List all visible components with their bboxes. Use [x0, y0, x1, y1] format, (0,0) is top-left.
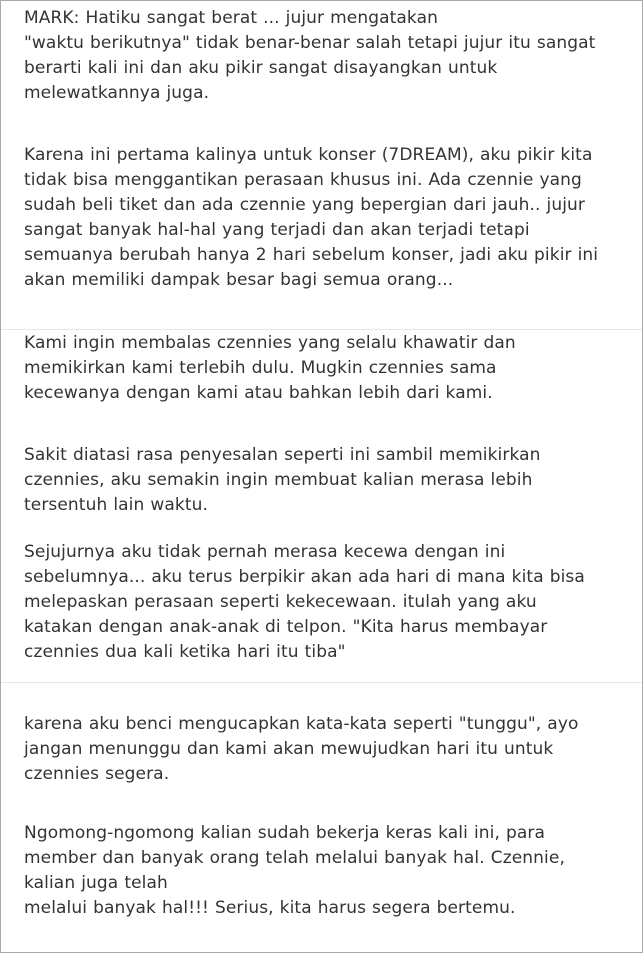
- paragraph: Karena ini pertama kalinya untuk konser (7DREAM), aku pikir kita tidak bisa menggantikan perasaan khusus ini. Ada czennie yang sudah beli tiket dan ada czennie yang bepergian dari jauh.. jujur sangat banyak hal-hal yang terjadi dan akan terjadi tetapi semuanya berubah hanya 2 hari sebelum konser, jadi aku pikir ini akan memiliki dampak besar bagi semua orang...: [24, 145, 599, 290]
- paragraph: karena aku benci mengucapkan kata-kata seperti "tunggu", ayo jangan menunggu dan kami akan mewujudkan hari itu untuk czennies segera.: [24, 714, 579, 784]
- paragraph: Ngomong-ngomong kalian sudah bekerja keras kali ini, para member dan banyak orang telah melalui banyak hal. Czennie, kalian juga telah melalui banyak hal!!! Serius, kita harus segera bertemu.: [24, 823, 565, 918]
- text-panel-1: [1, 1, 642, 329]
- text-panel-2: [1, 329, 642, 682]
- paragraph: Sejujurnya aku tidak pernah merasa kecewa dengan ini sebelumnya... aku terus berpikir akan ada hari di mana kita bisa melepaskan perasaan seperti kekecewaan. itulah yang aku katakan dengan anak-anak di telpon. "Kita harus membayar czennies dua kali ketika hari itu tiba": [24, 542, 585, 662]
- paragraph: Sakit diatasi rasa penyesalan seperti ini sambil memikirkan czennies, aku semakin ingin membuat kalian merasa lebih tersentuh lain waktu.: [24, 445, 541, 515]
- paragraph: MARK: Hatiku sangat berat ... jujur mengatakan "waktu berikutnya" tidak benar-benar salah tetapi jujur itu sangat berarti kali ini dan aku pikir sangat disayangkan untuk melewatkannya juga.: [24, 8, 596, 103]
- paragraph: Kami ingin membalas czennies yang selalu khawatir dan memikirkan kami terlebih dulu. Mugkin czennies sama kecewanya dengan kami atau bahkan lebih dari kami.: [24, 333, 516, 403]
- text-panel-3: [1, 682, 642, 952]
